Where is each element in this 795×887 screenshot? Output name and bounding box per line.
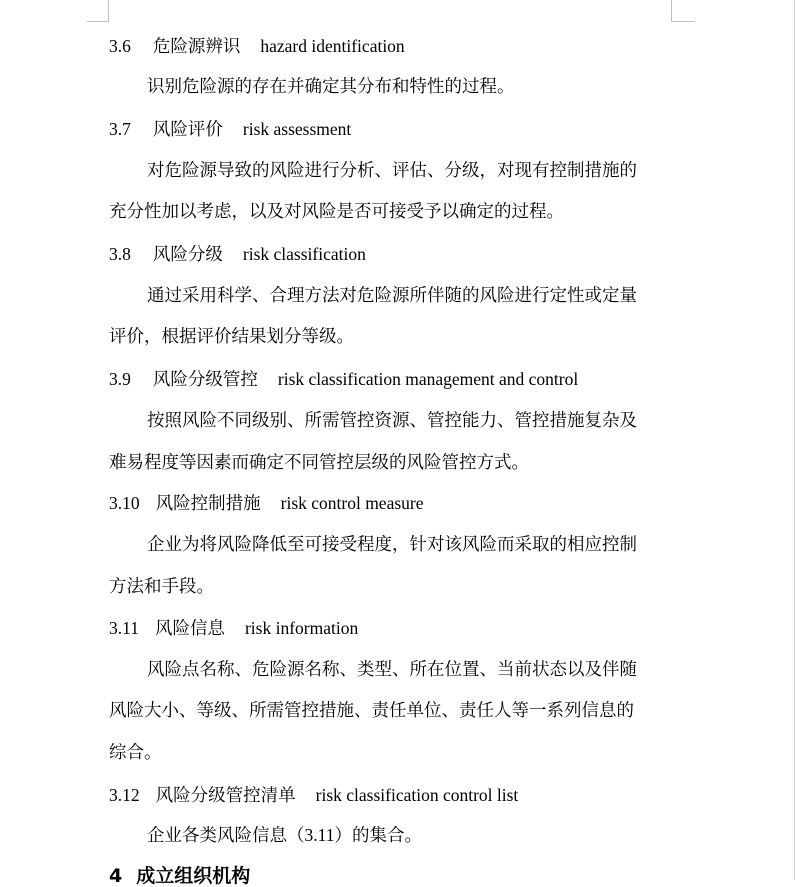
term-number: 3.6 — [109, 36, 131, 56]
term-en: risk control measure — [280, 493, 424, 513]
term-heading-3-6 — [109, 35, 405, 57]
definition-line: 难易程度等因素而确定不同管控层级的风险管控方式。 — [109, 452, 529, 472]
term-heading-3-9 — [109, 368, 578, 390]
chapter-number: 4 — [109, 865, 123, 887]
term-en: hazard identification — [260, 36, 405, 56]
term-heading-3-8 — [109, 243, 366, 265]
term-zh: 风险分级 — [152, 244, 223, 264]
term-number: 3.12 — [109, 785, 140, 805]
term-en: risk information — [244, 618, 359, 638]
term-number: 3.8 — [109, 244, 131, 264]
margin-corner-top-left — [87, 0, 109, 22]
definition-line: 通过采用科学、合理方法对危险源所伴随的风险进行定性或定量 — [147, 285, 637, 305]
term-zh: 危险源辨识 — [152, 36, 241, 56]
term-zh: 风险评价 — [152, 119, 223, 139]
term-zh: 风险控制措施 — [155, 493, 261, 513]
definition-line: 充分性加以考虑，以及对风险是否可接受予以确定的过程。 — [109, 201, 564, 221]
definition-line: 企业各类风险信息（3.11）的集合。 — [147, 825, 422, 845]
term-number: 3.9 — [109, 369, 131, 389]
chapter-heading — [109, 865, 250, 887]
definition-line: 企业为将风险降低至可接受程度，针对该风险而采取的相应控制 — [147, 534, 637, 554]
term-zh: 风险分级管控清单 — [155, 785, 296, 805]
definition-line: 风险大小、等级、所需管控措施、责任单位、责任人等一系列信息的 — [109, 700, 634, 720]
term-zh: 风险信息 — [154, 618, 225, 638]
definition-line: 对危险源导致的风险进行分析、评估、分级，对现有控制措施的 — [147, 160, 637, 180]
term-en: risk classification management and control — [277, 369, 579, 389]
definition-line: 识别危险源的存在并确定其分布和特性的过程。 — [147, 76, 515, 96]
term-number: 3.10 — [109, 493, 140, 513]
term-heading-3-7 — [109, 118, 351, 140]
definition-line: 评价，根据评价结果划分等级。 — [109, 326, 354, 346]
term-heading-3-12 — [109, 784, 518, 806]
definition-line: 按照风险不同级别、所需管控资源、管控能力、管控措施复杂及 — [147, 410, 637, 430]
definition-line: 方法和手段。 — [109, 576, 214, 596]
term-zh: 风险分级管控 — [152, 369, 258, 389]
definition-line: 综合。 — [109, 742, 162, 762]
term-number: 3.7 — [109, 119, 131, 139]
chapter-title: 成立组织机构 — [136, 865, 251, 887]
term-heading-3-10 — [109, 492, 424, 514]
term-number: 3.11 — [109, 618, 139, 638]
definition-line: 风险点名称、危险源名称、类型、所在位置、当前状态以及伴随 — [147, 659, 637, 679]
term-heading-3-11 — [109, 617, 358, 639]
term-en: risk classification — [242, 244, 366, 264]
term-en: risk classification control list — [315, 785, 519, 805]
margin-corner-top-right — [671, 0, 695, 22]
term-en: risk assessment — [242, 119, 352, 139]
